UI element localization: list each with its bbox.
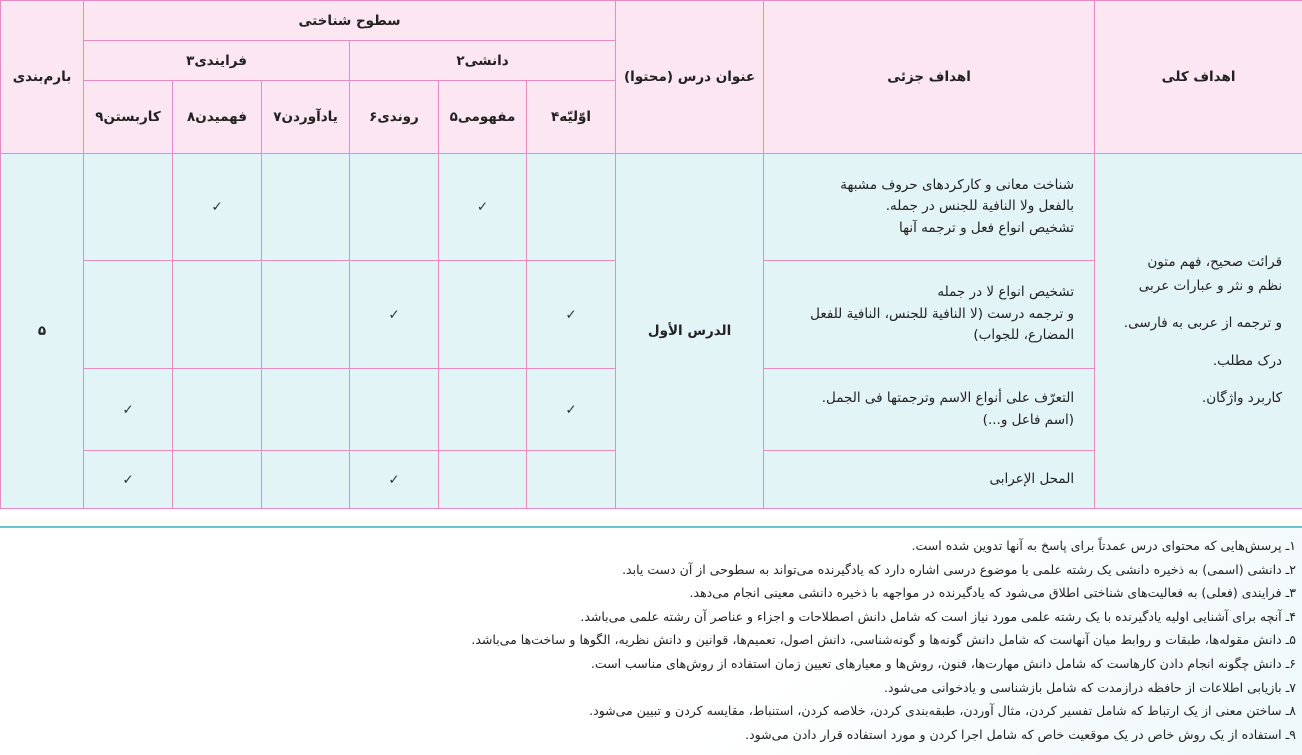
check-cell — [350, 261, 439, 369]
footnote-item: ۸ـ ساختن معنی از یک ارتباط که شامل تفسیر کردن، مثال آوردن، طبقه‌بندی کردن، خلاصه کردن، استنباط، مقایسه کردن و تبیین می‌شود. — [589, 703, 1296, 719]
check-cell — [84, 154, 173, 261]
check-cell — [439, 369, 527, 451]
check-cell — [173, 369, 262, 451]
footnote-item: ۵ـ دانش مقوله‌ها، طبقات و روابط میان آنهاست که شامل دانش گونه‌ها و گونه‌شناسی، دانش اصول، تعمیم‌ها، قوانین و دانش نظریه، الگوها و ساخت‌ها می‌باشد. — [471, 632, 1296, 648]
footnote-item: ۹ـ استفاده از یک روش خاص در یک موقعیت خاص که شامل اجرا کردن و مورد استفاده قرار دادن می‌شود. — [745, 726, 1296, 742]
footnote-item: ۳ـ فرایندی (فعلی) به فعالیت‌های شناختی اطلاق می‌شود که یادگیرنده در مواجهه با ذخیره دانشی معینی انجام می‌دهد. — [689, 585, 1296, 601]
separator-line — [0, 526, 1302, 528]
check-cell — [262, 369, 350, 451]
goal-line: شناخت معانی و کارکردهای حروف مشبهة — [840, 176, 1075, 193]
partial-goal — [764, 261, 1095, 369]
general-goal-line: درک مطلب. — [1212, 352, 1283, 369]
check-cell — [527, 154, 616, 261]
check-cell — [262, 261, 350, 369]
check-cell — [262, 154, 350, 261]
goal-line: (اسم فاعل و...) — [982, 411, 1075, 428]
header-knowledge: دانشی۲ — [350, 41, 616, 81]
check-cell — [173, 451, 262, 509]
check-mark-icon: ✓ — [122, 471, 134, 488]
check-mark-icon: ✓ — [211, 199, 223, 215]
partial-goal — [764, 369, 1095, 451]
check-cell — [439, 451, 527, 509]
header-lesson-title: عنوان درس (محتوا) — [616, 1, 764, 154]
check-cell — [527, 261, 616, 369]
goal-line: تشخیص انواع فعل و ترجمه آنها — [899, 219, 1075, 236]
lesson-name: الدرس الأول — [616, 154, 764, 509]
header-apply: کاربستن۹ — [84, 81, 173, 154]
check-cell — [350, 451, 439, 509]
goal-line: و ترجمه درست (لا النافیة للجنس، النافیة للفعل — [810, 305, 1075, 322]
check-mark-icon: ✓ — [565, 401, 577, 418]
check-mark-icon: ✓ — [565, 306, 577, 323]
check-cell — [350, 369, 439, 451]
header-cognitive-levels: سطوح شناختی — [84, 1, 616, 41]
footnote-item: ۱ـ پرسش‌هایی که محتوای درس عمدتاً برای پاسخ به آنها تدوین شده است. — [911, 538, 1296, 553]
check-cell — [527, 369, 616, 451]
header-initial: اوّلیّه۴ — [527, 81, 616, 154]
check-cell — [84, 369, 173, 451]
check-cell — [439, 154, 527, 261]
header-remember: یادآوردن۷ — [262, 81, 350, 154]
header-score: بارم‌بندی — [1, 1, 84, 154]
goal-line: تشخیص انواع لا در جمله — [937, 284, 1075, 301]
goal-line: المحل الإعرابی — [989, 470, 1075, 487]
footnote-item: ۲ـ دانشی (اسمی) به ذخیره دانشی یک رشته علمی یا موضوع درسی اشاره دارد که یادگیرنده می‌تواند به سطوحی از آن دست یابد. — [622, 561, 1296, 577]
header-general-goals: اهداف کلی — [1095, 1, 1302, 154]
general-goal-line: نظم و نثر و عبارات عربی — [1138, 277, 1283, 294]
goal-line: التعرّف علی أنواع الاسم وترجمتها فی الجمل. — [821, 389, 1075, 406]
check-cell — [84, 261, 173, 369]
partial-goal — [764, 451, 1095, 509]
check-mark-icon: ✓ — [122, 401, 134, 418]
check-cell — [173, 261, 262, 369]
goal-line: المضارع، للجواب) — [973, 327, 1075, 344]
check-cell — [173, 154, 262, 261]
goal-line: بالفعل ولا النافیة للجنس در جمله. — [885, 198, 1075, 215]
header-process: فرایندی۳ — [84, 41, 350, 81]
footnote-item: ۶ـ دانش چگونه انجام دادن کارهاست که شامل دانش مهارت‌ها، فنون، روش‌ها و معیارهای تعیین زمان استفاده از روش‌های مناسب است. — [590, 655, 1296, 671]
check-cell — [350, 154, 439, 261]
check-mark-icon: ✓ — [476, 199, 489, 215]
check-mark-icon: ✓ — [388, 306, 400, 323]
general-goal-line: کاربرد واژگان. — [1201, 390, 1283, 407]
general-goal-line: قرائت صحیح، فهم متون — [1147, 253, 1283, 270]
score-value: ۵ — [1, 154, 84, 509]
header-understand: فهمیدن۸ — [173, 81, 262, 154]
footnotes — [6, 534, 1296, 746]
header-procedural: روندی۶ — [350, 81, 439, 154]
check-cell — [262, 451, 350, 509]
footnote-item: ۷ـ بازیابی اطلاعات از حافظه درازمدت که شامل بازشناسی و یادخوانی می‌شود. — [883, 679, 1296, 695]
header-partial-goals: اهداف جزئی — [764, 1, 1095, 154]
general-goals-text — [1095, 154, 1302, 509]
check-mark-icon: ✓ — [388, 471, 400, 488]
header-conceptual: مفهومی۵ — [439, 81, 527, 154]
general-goal-line: و ترجمه از عربی به فارسی. — [1123, 315, 1283, 332]
table-row — [1, 154, 1302, 261]
check-cell — [527, 451, 616, 509]
partial-goal — [764, 154, 1095, 261]
check-cell — [84, 451, 173, 509]
footnote-item: ۴ـ آنچه برای آشنایی اولیه یادگیرنده با یک رشته علمی مورد نیاز است که شامل دانش اصطلاحات و اجزاء و عناصر آن رشته علمی می‌باشد. — [580, 608, 1296, 624]
check-cell — [439, 261, 527, 369]
